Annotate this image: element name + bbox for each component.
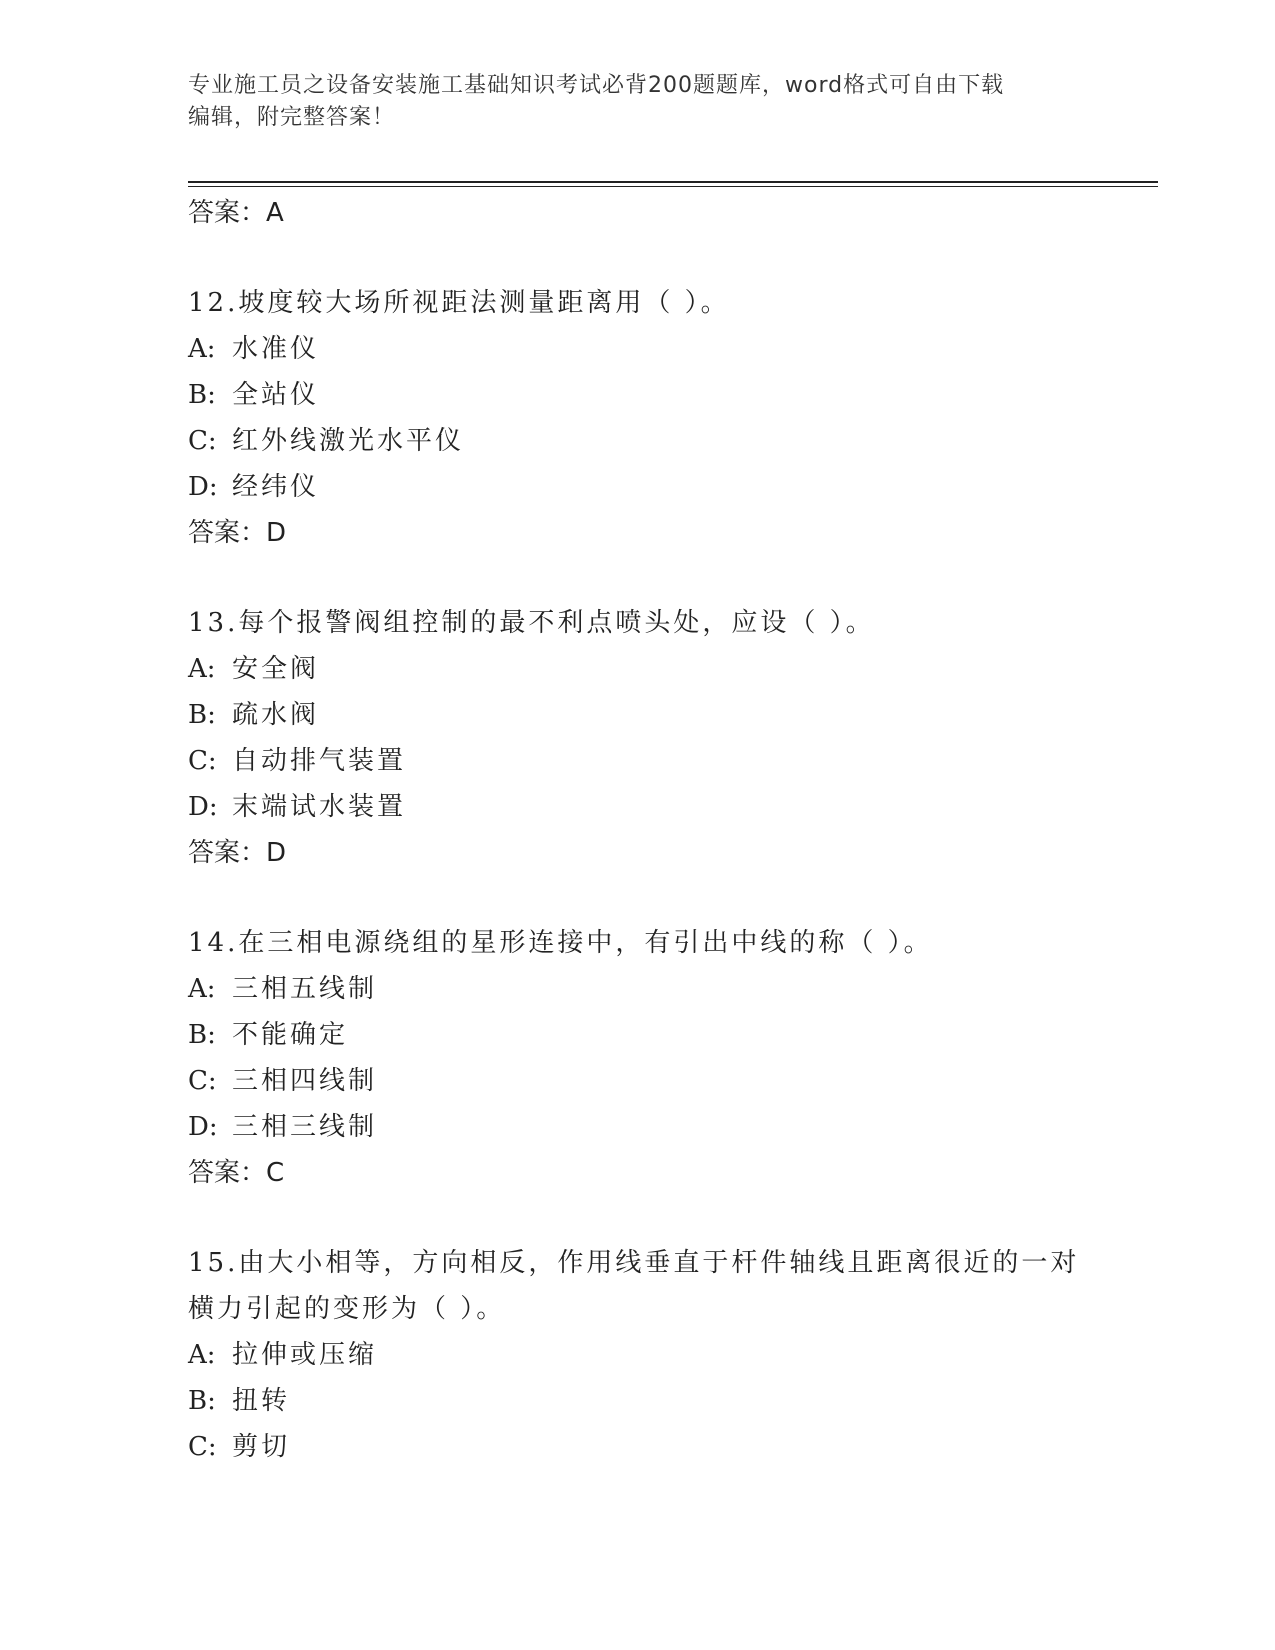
option-b: B: 不能确定 [188,1020,349,1050]
header-line-2: 编辑，附完整答案！ [188,105,396,130]
option-a: A: 安全阀 [188,654,320,684]
option-c: C: 红外线激光水平仪 [188,426,465,456]
option-c: C: 剪切 [188,1432,291,1462]
option-b: B: 扭转 [188,1386,291,1416]
question-title [188,1240,1088,1332]
question-title-line-2: 横力引起的变形为（ ）。 [188,1294,506,1324]
answer: 答案：D [188,838,287,868]
option-b: B: 疏水阀 [188,700,320,730]
header-divider [188,181,1158,183]
question-title: 14.在三相电源绕组的星形连接中，有引出中线的称（ ）。 [188,928,933,958]
answer: 答案：D [188,518,287,548]
option-d: D: 经纬仪 [188,472,320,502]
question-title: 13.每个报警阀组控制的最不利点喷头处，应设（ ）。 [188,608,875,638]
option-d: D: 末端试水装置 [188,792,407,822]
question-title: 12.坡度较大场所视距法测量距离用（ ）。 [188,288,730,318]
option-c: C: 自动排气装置 [188,746,407,776]
question-12 [188,280,1088,556]
question-14 [188,920,1088,1196]
option-a: A: 三相五线制 [188,974,378,1004]
question-title-line-1: 15.由大小相等，方向相反，作用线垂直于杆件轴线且距离很近的一对 [188,1248,1080,1278]
question-15 [188,1240,1088,1470]
option-a: A: 拉伸或压缩 [188,1340,378,1370]
option-d: D: 三相三线制 [188,1112,378,1142]
question-13 [188,600,1088,876]
header-line-1: 专业施工员之设备安装施工基础知识考试必背200题题库，word格式可自由下载 [188,73,1005,98]
document-header [188,70,1068,134]
option-a: A: 水准仪 [188,334,320,364]
answer: 答案：C [188,1158,285,1188]
question-list [188,190,1088,1470]
option-c: C: 三相四线制 [188,1066,378,1096]
previous-answer: 答案：A [188,198,284,228]
header-divider-thin [188,186,1158,187]
option-b: B: 全站仪 [188,380,320,410]
